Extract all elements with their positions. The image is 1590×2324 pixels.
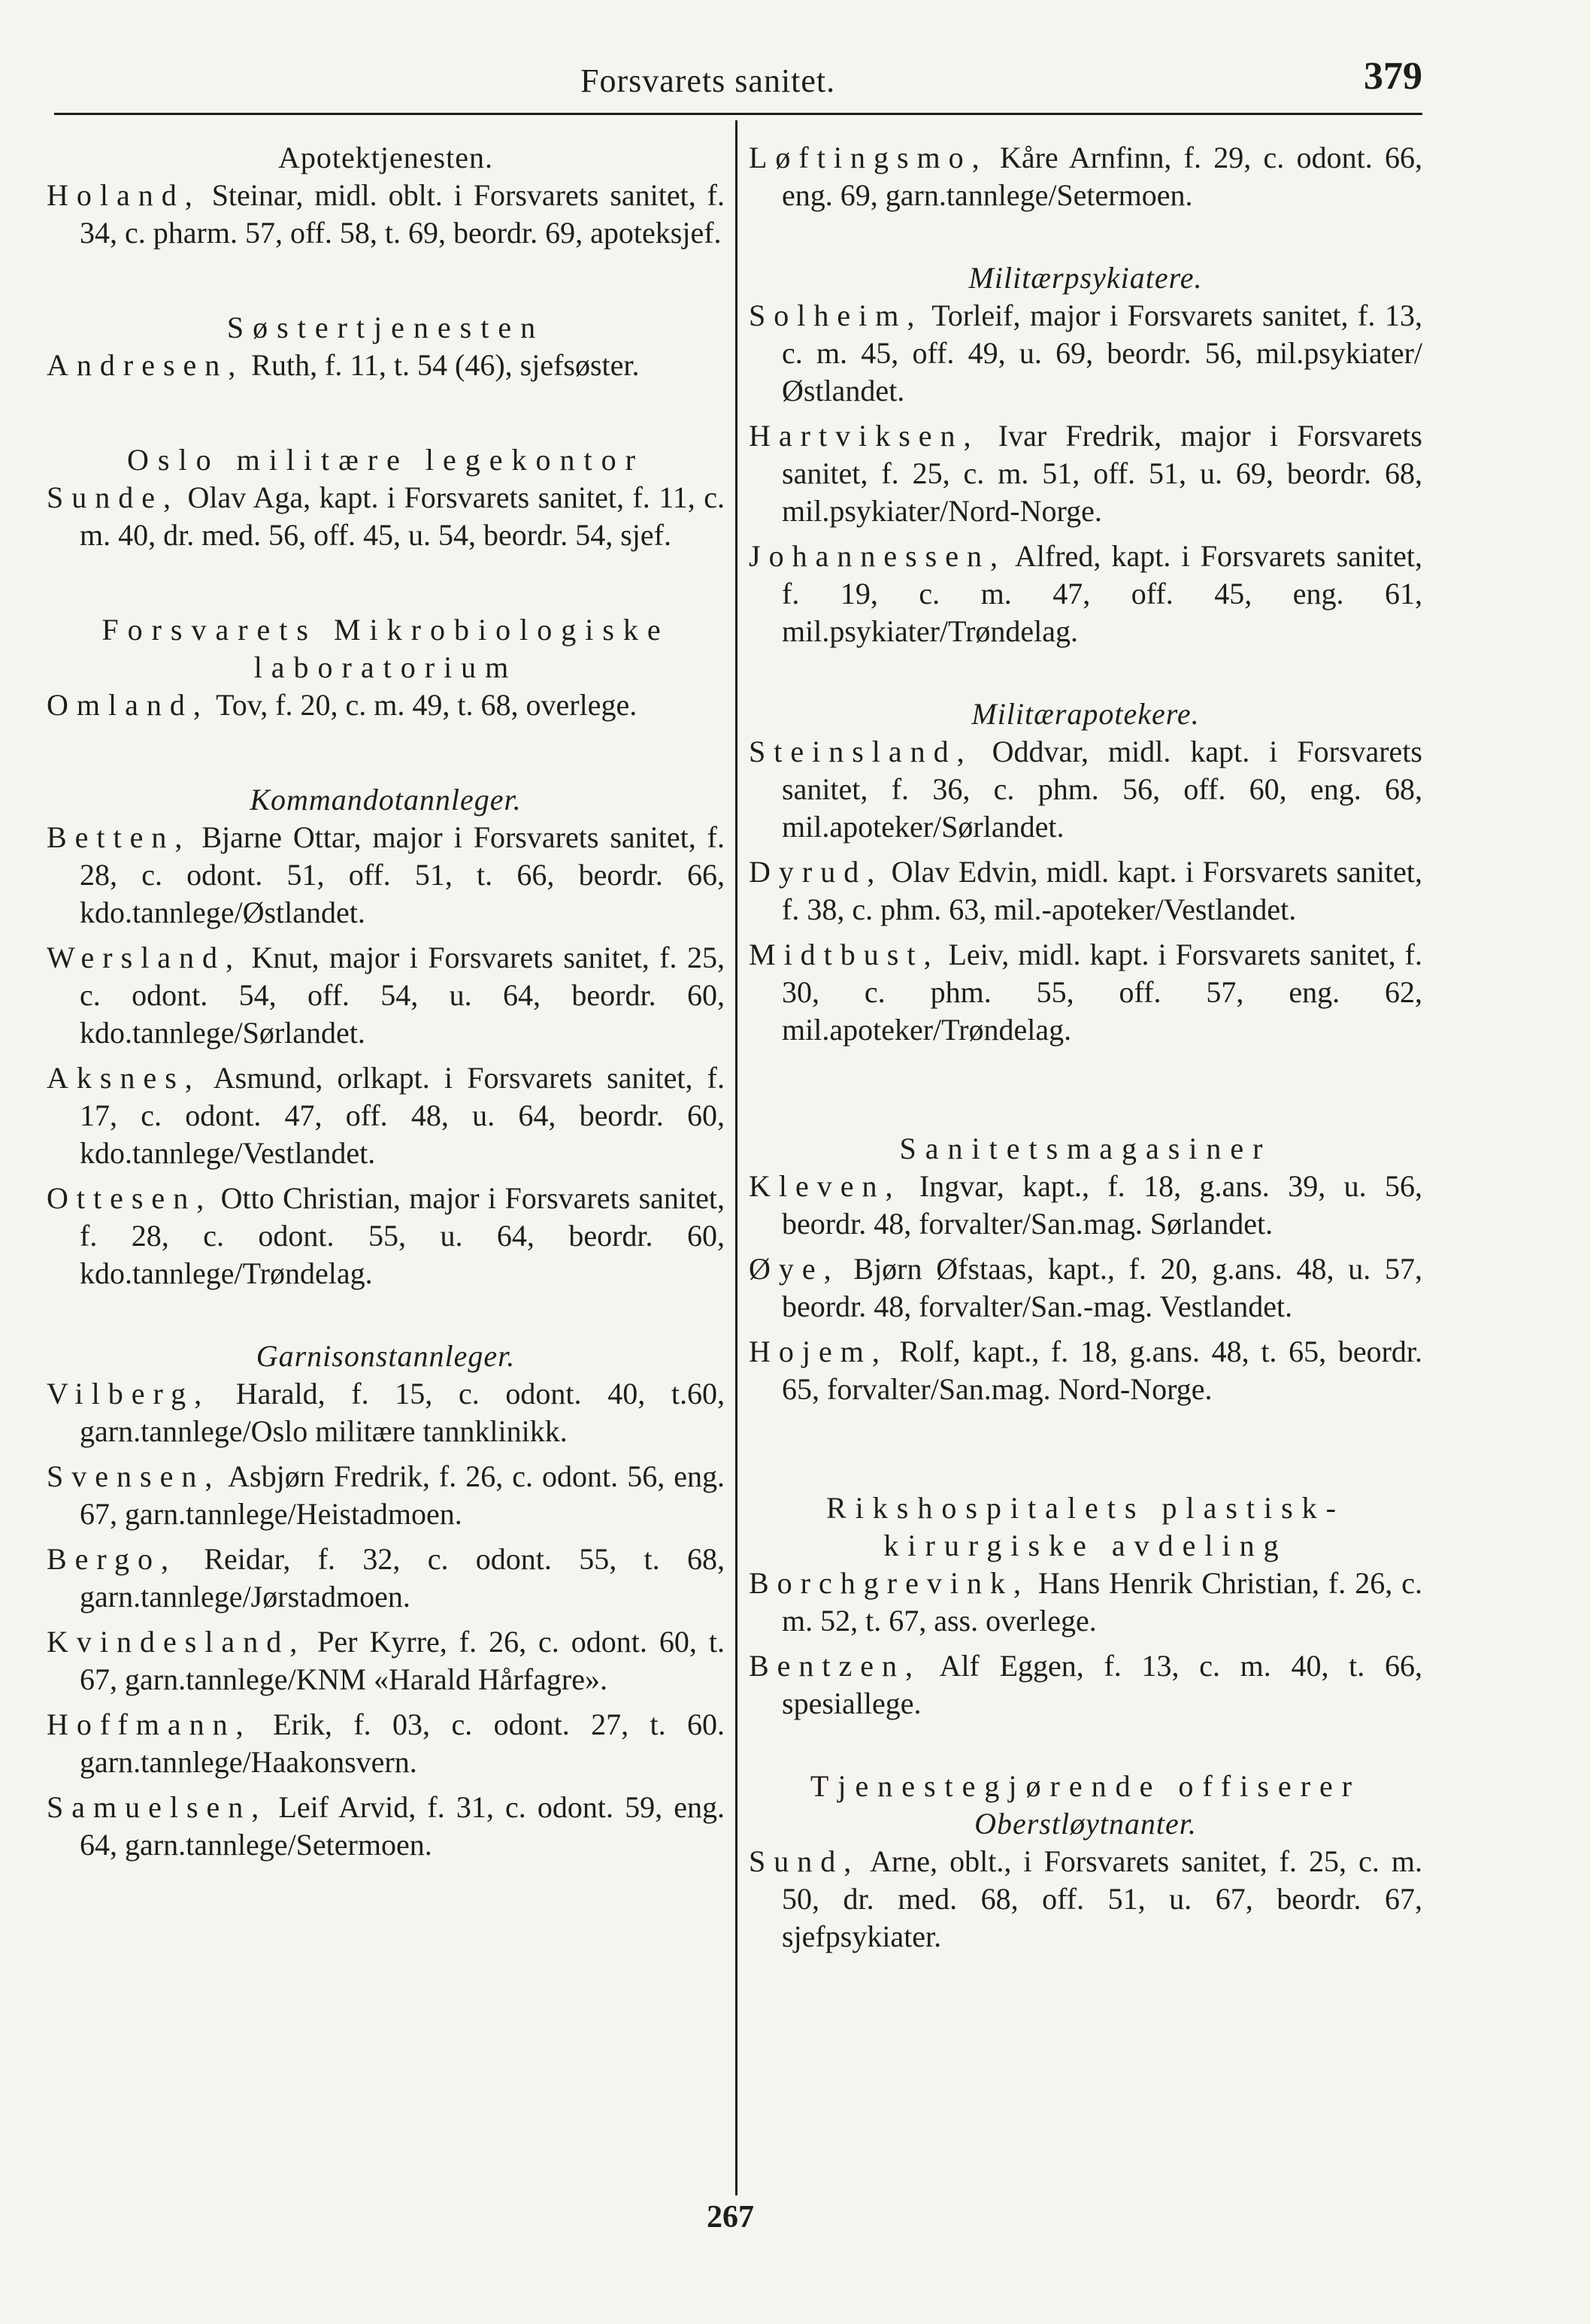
entry-sund <box>749 1843 1422 1956</box>
section-heading-psyk: Militærpsykiatere. <box>968 261 1203 295</box>
entry-text: Olav Edvin, midl. kapt. i Forsvarets sanitet, f. 38, c. phm. 63, mil.-apoteker/Vestlandet. <box>782 855 1422 926</box>
section-heading-riks-line2: kirurgiske avdeling <box>883 1529 1288 1562</box>
entry-name: Sund, <box>749 1844 860 1878</box>
entry-samuelsen <box>47 1789 725 1864</box>
entry-text: Ivar Fredrik, major i Forsvarets sanitet, f. 25, c. m. 51, off. 51, u. 69, beordr. 68, mil.psykiater/Nord-Norge. <box>782 419 1422 528</box>
entry-name: Holand, <box>47 178 201 212</box>
entry-hartviksen <box>749 417 1422 530</box>
entry-hojem <box>749 1333 1422 1408</box>
entry-name: Vilberg, <box>47 1377 210 1410</box>
entry-midtbust <box>749 936 1422 1049</box>
section-heading-garnison: Garnisonstannleger. <box>256 1339 516 1373</box>
entry-sunde <box>47 479 725 554</box>
section-heading-soster: Søstertjenesten <box>226 311 545 344</box>
entry-text: Torleif, major i Forsvarets sanitet, f. 13, c. m. 45, off. 49, u. 69, beordr. 56, mil.psykiater/Østlandet. <box>782 298 1422 408</box>
entry-text: Steinar, midl. oblt. i Forsvarets sanitet, f. 34, c. pharm. 57, off. 58, t. 69, beordr. 69, apoteksjef. <box>80 178 725 250</box>
entry-borchgrevink <box>749 1565 1422 1640</box>
entry-text: Hans Henrik Christian, f. 26, c. m. 52, t. 67, ass. overlege. <box>782 1566 1422 1638</box>
entry-wersland <box>47 939 725 1052</box>
left-column <box>47 139 725 1871</box>
entry-johannessen <box>749 538 1422 650</box>
entry-text: Alfred, kapt. i Forsvarets sanitet, f. 19, c. m. 47, off. 45, eng. 61, mil.psykiater/Trøndelag. <box>782 539 1422 648</box>
entry-vilberg <box>47 1375 725 1450</box>
entry-loftingsmo <box>749 139 1422 214</box>
entry-oye <box>749 1250 1422 1326</box>
entry-name: Kleven, <box>749 1169 901 1203</box>
entry-text: Bjørn Øfstaas, kapt., f. 20, g.ans. 48, u. 57, beordr. 48, forvalter/San.-mag. Vestlandet. <box>782 1252 1422 1323</box>
entry-solheim <box>749 297 1422 410</box>
entry-text: Leiv, midl. kapt. i Forsvarets sanitet, f. 30, c. phm. 55, off. 57, eng. 62, mil.apoteker/Trøndelag. <box>782 938 1422 1047</box>
entry-name: Kvindesland, <box>47 1625 306 1659</box>
entry-name: Bentzen, <box>749 1649 922 1683</box>
entry-name: Dyrud, <box>749 855 883 889</box>
entry-kvindesland <box>47 1623 725 1698</box>
entry-text: Asbjørn Fredrik, f. 26, c. odont. 56, eng. 67, garn.tannlege/Heistadmoen. <box>80 1459 725 1531</box>
entry-name: Bergo, <box>47 1542 177 1576</box>
entry-text: Tov, f. 20, c. m. 49, t. 68, overlege. <box>208 688 638 722</box>
entry-betten <box>47 819 725 932</box>
entry-text: Olav Aga, kapt. i Forsvarets sanitet, f. 11, c. m. 40, dr. med. 56, off. 45, u. 54, beordr. 54, sjef. <box>80 480 725 552</box>
entry-holand <box>47 177 725 252</box>
entry-text: Oddvar, midl. kapt. i Forsvarets sanitet, f. 36, c. phm. 56, off. 60, eng. 68, mil.apoteker/Sørlandet. <box>782 735 1422 844</box>
entry-text: Arne, oblt., i Forsvarets sanitet, f. 25, c. m. 50, dr. med. 68, off. 51, u. 67, beordr. 67, sjefpsykiater. <box>782 1844 1422 1953</box>
entry-text: Harald, f. 15, c. odont. 40, t.60, garn.tannlege/Oslo militære tannklinikk. <box>80 1377 725 1448</box>
entry-text: Asmund, orlkapt. i Forsvarets sanitet, f. 17, c. odont. 47, off. 48, u. 64, beordr. 60, kdo.tannlege/Vestlandet. <box>80 1061 725 1170</box>
entry-text: Alf Eggen, f. 13, c. m. 40, t. 66, spesiallege. <box>782 1649 1422 1720</box>
entry-name: Hartviksen, <box>749 419 980 453</box>
entry-text: Otto Christian, major i Forsvarets sanitet, f. 28, c. odont. 55, u. 64, beordr. 60, kdo.tannlege/Trøndelag. <box>80 1181 725 1290</box>
entry-name: Aksnes, <box>47 1061 201 1095</box>
entry-omland <box>47 686 725 724</box>
entry-name: Midtbust, <box>749 938 940 971</box>
header-rule <box>54 113 1422 115</box>
entry-svensen <box>47 1458 725 1533</box>
running-title: Forsvarets sanitet. <box>580 62 836 99</box>
section-heading-oslo: Oslo militære legekontor <box>127 443 644 477</box>
entry-hoffmann <box>47 1706 725 1781</box>
entry-name: Øye, <box>749 1252 840 1286</box>
entry-dyrud <box>749 853 1422 929</box>
section-heading-kommando: Kommandotannleger. <box>250 783 522 817</box>
section-subheading-oberstloytnanter: Oberstløytnanter. <box>974 1807 1197 1841</box>
entry-text: Kåre Arnfinn, f. 29, c. odont. 66, eng. 69, garn.tannlege/Setermoen. <box>782 141 1422 212</box>
entry-andresen <box>47 347 725 384</box>
entry-name: Hoffmann, <box>47 1707 252 1741</box>
entry-text: Rolf, kapt., f. 18, g.ans. 48, t. 65, beordr. 65, forvalter/San.mag. Nord-Norge. <box>782 1335 1422 1406</box>
entry-name: Betten, <box>47 820 191 854</box>
entry-ottesen <box>47 1180 725 1292</box>
entry-text: Bjarne Ottar, major i Forsvarets sanitet, f. 28, c. odont. 51, off. 51, t. 66, beordr. 66, kdo.tannlege/Østlandet. <box>80 820 725 929</box>
entry-name: Johannessen, <box>749 539 1006 573</box>
entry-text: Erik, f. 03, c. odont. 27, t. 60. garn.tannlege/Haakonsvern. <box>80 1707 725 1779</box>
page-number: 379 <box>1364 55 1422 98</box>
entry-text: Ingvar, kapt., f. 18, g.ans. 39, u. 56, beordr. 48, forvalter/San.mag. Sørlandet. <box>782 1169 1422 1241</box>
entry-text: Per Kyrre, f. 26, c. odont. 60, t. 67, garn.tannlege/KNM «Harald Hårfagre». <box>80 1625 725 1696</box>
entry-steinsland <box>749 733 1422 846</box>
entry-bentzen <box>749 1647 1422 1723</box>
entry-bergo <box>47 1541 725 1616</box>
section-heading-apotek: Apotektjenesten. <box>278 141 493 174</box>
entry-text: Ruth, f. 11, t. 54 (46), sjefsøster. <box>244 348 640 382</box>
entry-name: Svensen, <box>47 1459 221 1493</box>
page-header <box>54 54 1422 114</box>
entry-name: Solheim, <box>749 298 923 332</box>
entry-name: Sunde, <box>47 480 179 514</box>
entry-text: Knut, major i Forsvarets sanitet, f. 25, c. odont. 54, off. 54, u. 64, beordr. 60, kdo.tannlege/Sørlandet. <box>80 941 725 1050</box>
entry-name: Hojem, <box>749 1335 888 1368</box>
entry-text: Reidar, f. 32, c. odont. 55, t. 68, garn.tannlege/Jørstadmoen. <box>80 1542 725 1613</box>
section-heading-mikro: Forsvarets Mikrobiologiske <box>101 613 670 647</box>
entry-text: Leif Arvid, f. 31, c. odont. 59, eng. 64, garn.tannlege/Setermoen. <box>80 1790 725 1862</box>
section-heading-mikro-line2: laboratorium <box>253 650 518 684</box>
section-heading-tjeneste: Tjenestegjørende offiserer <box>810 1769 1361 1803</box>
entry-aksnes <box>47 1059 725 1172</box>
right-column <box>749 139 1422 1963</box>
section-heading-apotekere: Militærapotekere. <box>971 697 1200 731</box>
entry-name: Borchgrevink, <box>749 1566 1029 1600</box>
entry-kleven <box>749 1168 1422 1243</box>
section-heading-magasiner: Sanitetsmagasiner <box>899 1132 1272 1165</box>
entry-name: Wersland, <box>47 941 242 974</box>
entry-name: Samuelsen, <box>47 1790 268 1824</box>
section-heading-riks: Rikshospitalets plastisk- <box>826 1491 1345 1525</box>
footer-page-number: 267 <box>707 2200 754 2235</box>
entry-name: Steinsland, <box>749 735 973 768</box>
column-divider <box>735 120 737 2195</box>
entry-name: Løftingsmo, <box>749 141 988 174</box>
entry-name: Omland, <box>47 688 209 722</box>
entry-name: Ottesen, <box>47 1181 213 1215</box>
entry-name: Andresen, <box>47 348 244 382</box>
